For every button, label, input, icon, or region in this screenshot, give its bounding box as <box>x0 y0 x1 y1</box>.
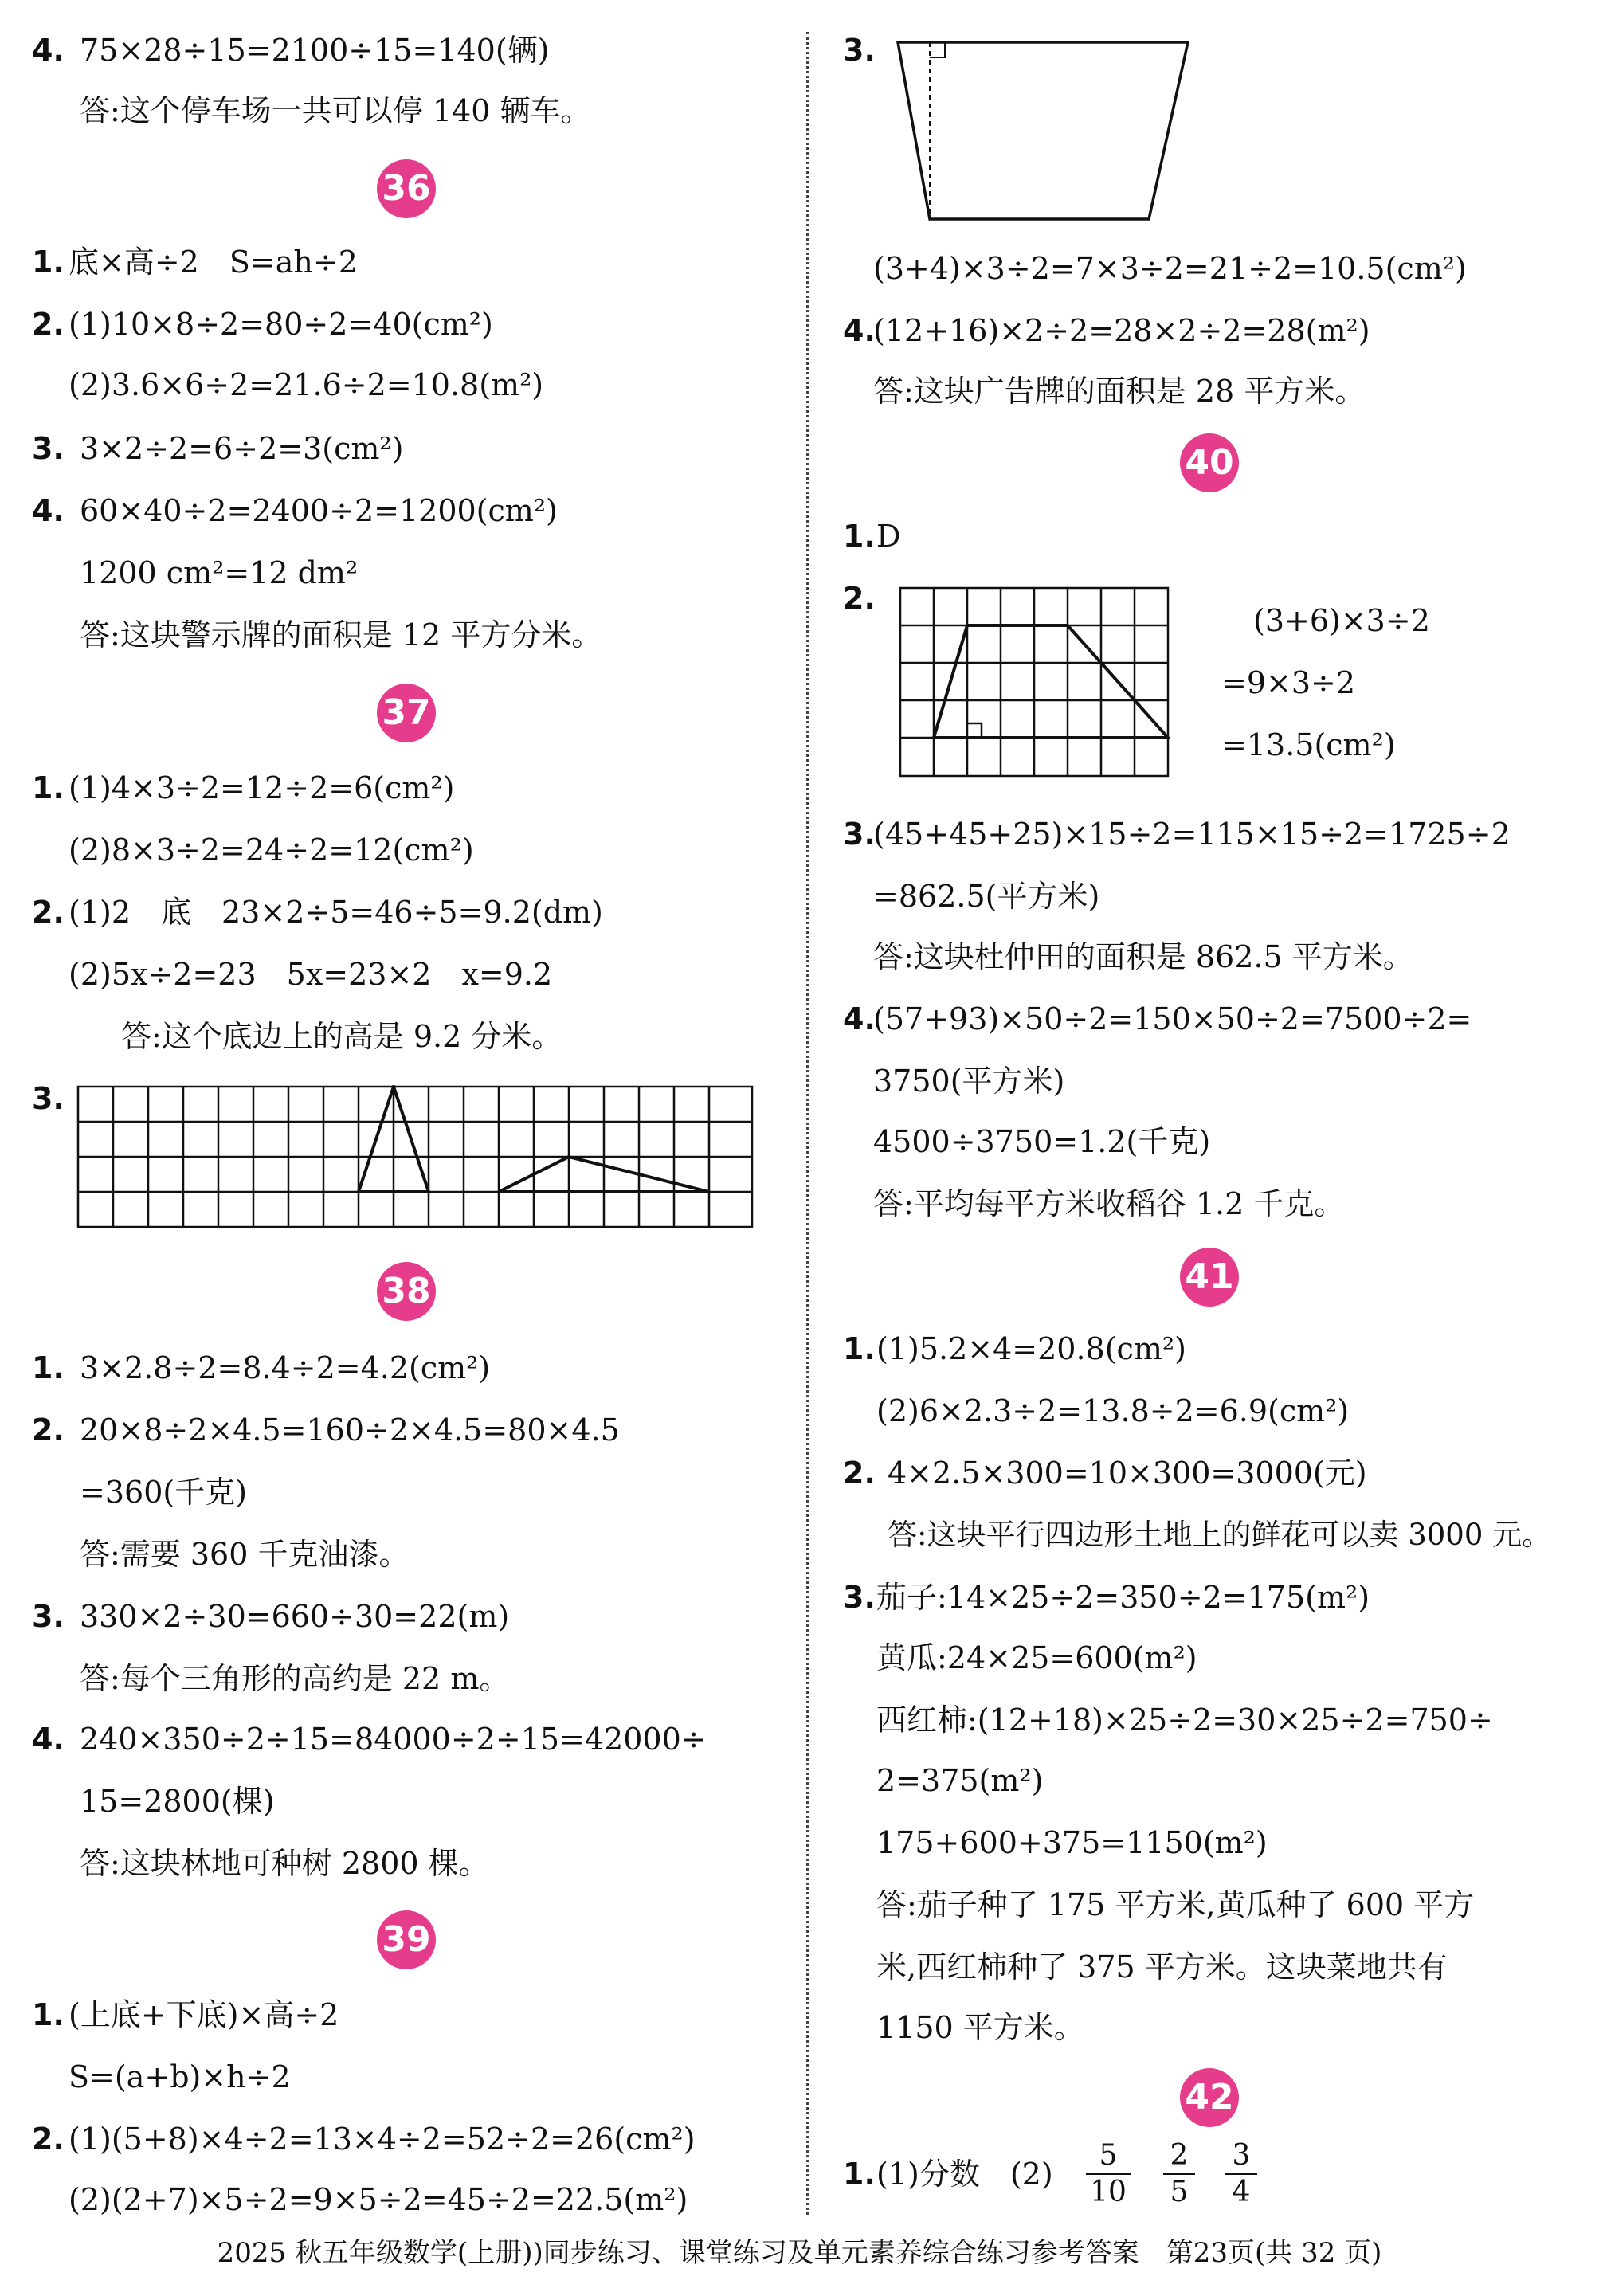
item-number: 2. <box>843 1456 876 1491</box>
item-number: 1. <box>32 1997 65 2032</box>
section-badge-39: 39 <box>377 1910 436 1969</box>
item-number: 2. <box>32 307 65 342</box>
answer-line: (1)10×8÷2=80÷2=40(cm²) <box>69 307 493 342</box>
item-number: 2. <box>32 1412 65 1448</box>
item-number: 1. <box>32 245 65 280</box>
answer-line: 茄子:14×25÷2=350÷2=175(m²) <box>876 1580 1370 1615</box>
item-number: 3. <box>32 431 65 466</box>
item-number: 3. <box>32 1081 65 1116</box>
section-badge-40: 40 <box>1180 433 1239 492</box>
answer-line: (2)3.6×6÷2=21.6÷2=10.8(m²) <box>69 367 544 402</box>
item-number: 4. <box>843 1001 876 1036</box>
answer-line: (3+4)×3÷2=7×3÷2=21÷2=10.5(cm²) <box>873 251 1467 286</box>
section-badge-41: 41 <box>1180 1248 1239 1307</box>
answer-line: 4500÷3750=1.2(千克) <box>873 1124 1211 1159</box>
fraction-denominator: 10 <box>1090 2176 1127 2208</box>
answer-line: 1200 cm²=12 dm² <box>80 555 359 590</box>
answer-line: =360(千克) <box>80 1475 248 1510</box>
item-number: 2. <box>32 895 65 930</box>
answer-line: (1)(5+8)×4÷2=13×4÷2=52÷2=26(cm²) <box>69 2122 696 2157</box>
answer-line: 4×2.5×300=10×300=3000(元) <box>888 1456 1367 1491</box>
item-number: 4. <box>32 1722 65 1757</box>
item-number: 1. <box>843 2157 876 2192</box>
section-badge-42: 42 <box>1180 2068 1239 2127</box>
answer-line: (45+45+25)×15÷2=115×15÷2=1725÷2 <box>873 817 1511 852</box>
answer-line: 240×350÷2÷15=84000÷2÷15=42000÷ <box>80 1722 707 1757</box>
answer-line: 答:这块杜仲田的面积是 862.5 平方米。 <box>873 939 1413 974</box>
answer-line: =862.5(平方米) <box>873 879 1100 914</box>
answer-line: 3750(平方米) <box>873 1064 1065 1099</box>
answer-line: (2)6×2.3÷2=13.8÷2=6.9(cm²) <box>876 1393 1350 1428</box>
fraction-denominator: 5 <box>1170 2176 1189 2208</box>
answer-line: 答:茄子种了 175 平方米,黄瓜种了 600 平方 <box>876 1887 1475 1922</box>
item-number: 2. <box>32 2122 65 2157</box>
item-number: 1. <box>843 519 876 554</box>
fraction-numerator: 5 <box>1099 2139 1118 2172</box>
trapezoid-figure <box>896 40 1190 223</box>
answer-line: 75×28÷15=2100÷15=140(辆) <box>80 33 550 68</box>
answer-line: (1)4×3÷2=12÷2=6(cm²) <box>69 770 455 805</box>
fraction-bar <box>1225 2173 1257 2175</box>
item-number: 4. <box>32 493 65 528</box>
fraction-numerator: 3 <box>1232 2139 1251 2172</box>
answer-line: 答:这块广告牌的面积是 28 平方米。 <box>873 374 1366 409</box>
answer-line: 330×2÷30=660÷30=22(m) <box>80 1599 510 1634</box>
fraction-2-5 <box>1163 2140 1195 2208</box>
formula-line: (3+6)×3÷2 <box>1253 603 1430 638</box>
fraction-denominator: 4 <box>1232 2176 1251 2208</box>
answer-line: (2)5x÷2=23 5x=23×2 x=9.2 <box>69 957 553 992</box>
fraction-bar <box>1163 2173 1195 2175</box>
answer-line: 1150 平方米。 <box>876 2010 1084 2045</box>
item-number: 1. <box>32 770 65 805</box>
item-number: 3. <box>32 1599 65 1634</box>
answer-line: 答:这个停车场一共可以停 140 辆车。 <box>80 93 591 128</box>
item-number: 3. <box>843 33 876 68</box>
answer-line: (1)分数 (2) <box>876 2157 1053 2192</box>
answer-line: 60×40÷2=2400÷2=1200(cm²) <box>80 493 558 528</box>
section-badge-36: 36 <box>377 159 436 218</box>
answer-line: 答:这块警示牌的面积是 12 平方分米。 <box>80 617 602 652</box>
answer-line: 答:每个三角形的高约是 22 m。 <box>80 1661 510 1696</box>
answer-line: 西红柿:(12+18)×25÷2=30×25÷2=750÷ <box>876 1702 1493 1738</box>
section-badge-37: 37 <box>377 684 436 742</box>
answer-line: S=(a+b)×h÷2 <box>69 2059 291 2094</box>
answer-line: (12+16)×2÷2=28×2÷2=28(m²) <box>873 313 1370 348</box>
answer-line: 20×8÷2×4.5=160÷2×4.5=80×4.5 <box>80 1412 620 1448</box>
item-number: 3. <box>843 817 876 852</box>
answer-line: 答:这块林地可种树 2800 棵。 <box>80 1846 489 1881</box>
answer-line: 2=375(m²) <box>876 1763 1044 1798</box>
answer-line: 黄瓜:24×25=600(m²) <box>876 1640 1197 1675</box>
answer-line: 底×高÷2 S=ah÷2 <box>69 245 358 280</box>
fraction-3-4 <box>1225 2140 1257 2208</box>
answer-line: (2)(2+7)×5÷2=9×5÷2=45÷2=22.5(m²) <box>69 2182 688 2217</box>
answer-line: 15=2800(棵) <box>80 1784 275 1819</box>
formula-line: =9×3÷2 <box>1221 665 1356 700</box>
item-number: 3. <box>843 1580 876 1615</box>
answer-line: (上底+下底)×高÷2 <box>69 1997 339 2032</box>
answer-line: D <box>876 519 901 554</box>
answer-line: 答:平均每平方米收稻谷 1.2 千克。 <box>873 1186 1345 1221</box>
item-number: 1. <box>843 1331 876 1366</box>
item-number: 4. <box>843 313 876 348</box>
answer-line: 175+600+375=1150(m²) <box>876 1825 1268 1860</box>
trapezoid-grid-figure <box>899 586 1170 778</box>
item-number: 4. <box>32 33 65 68</box>
page-footer: 2025 秋五年级数学(上册))同步练习、课堂练习及单元素养综合练习参考答案 第23页(共 32 页) <box>217 2237 1382 2269</box>
triangle-grid-figure <box>76 1085 754 1228</box>
fraction-bar <box>1086 2173 1131 2175</box>
answer-line: 3×2.8÷2=8.4÷2=4.2(cm²) <box>80 1350 491 1385</box>
item-number: 2. <box>843 581 876 616</box>
answer-line: (57+93)×50÷2=150×50÷2=7500÷2= <box>873 1001 1472 1036</box>
answer-line: 答:需要 360 千克油漆。 <box>80 1537 410 1572</box>
answer-line: (2)8×3÷2=24÷2=12(cm²) <box>69 833 474 868</box>
answer-line: 答:这个底边上的高是 9.2 分米。 <box>121 1019 562 1054</box>
column-divider <box>806 32 809 2215</box>
section-badge-38: 38 <box>377 1262 436 1321</box>
item-number: 1. <box>32 1350 65 1385</box>
answer-line: (1)5.2×4=20.8(cm²) <box>876 1331 1186 1366</box>
formula-line: =13.5(cm²) <box>1221 727 1396 762</box>
fraction-numerator: 2 <box>1170 2139 1189 2172</box>
answer-line: 答:这块平行四边形土地上的鲜花可以卖 3000 元。 <box>888 1518 1552 1552</box>
answer-line: 米,西红柿种了 375 平方米。这块菜地共有 <box>876 1949 1448 1985</box>
answer-line: (1)2 底 23×2÷5=46÷5=9.2(dm) <box>69 895 603 930</box>
answer-line: 3×2÷2=6÷2=3(cm²) <box>80 431 404 466</box>
fraction-5-10 <box>1086 2140 1131 2208</box>
